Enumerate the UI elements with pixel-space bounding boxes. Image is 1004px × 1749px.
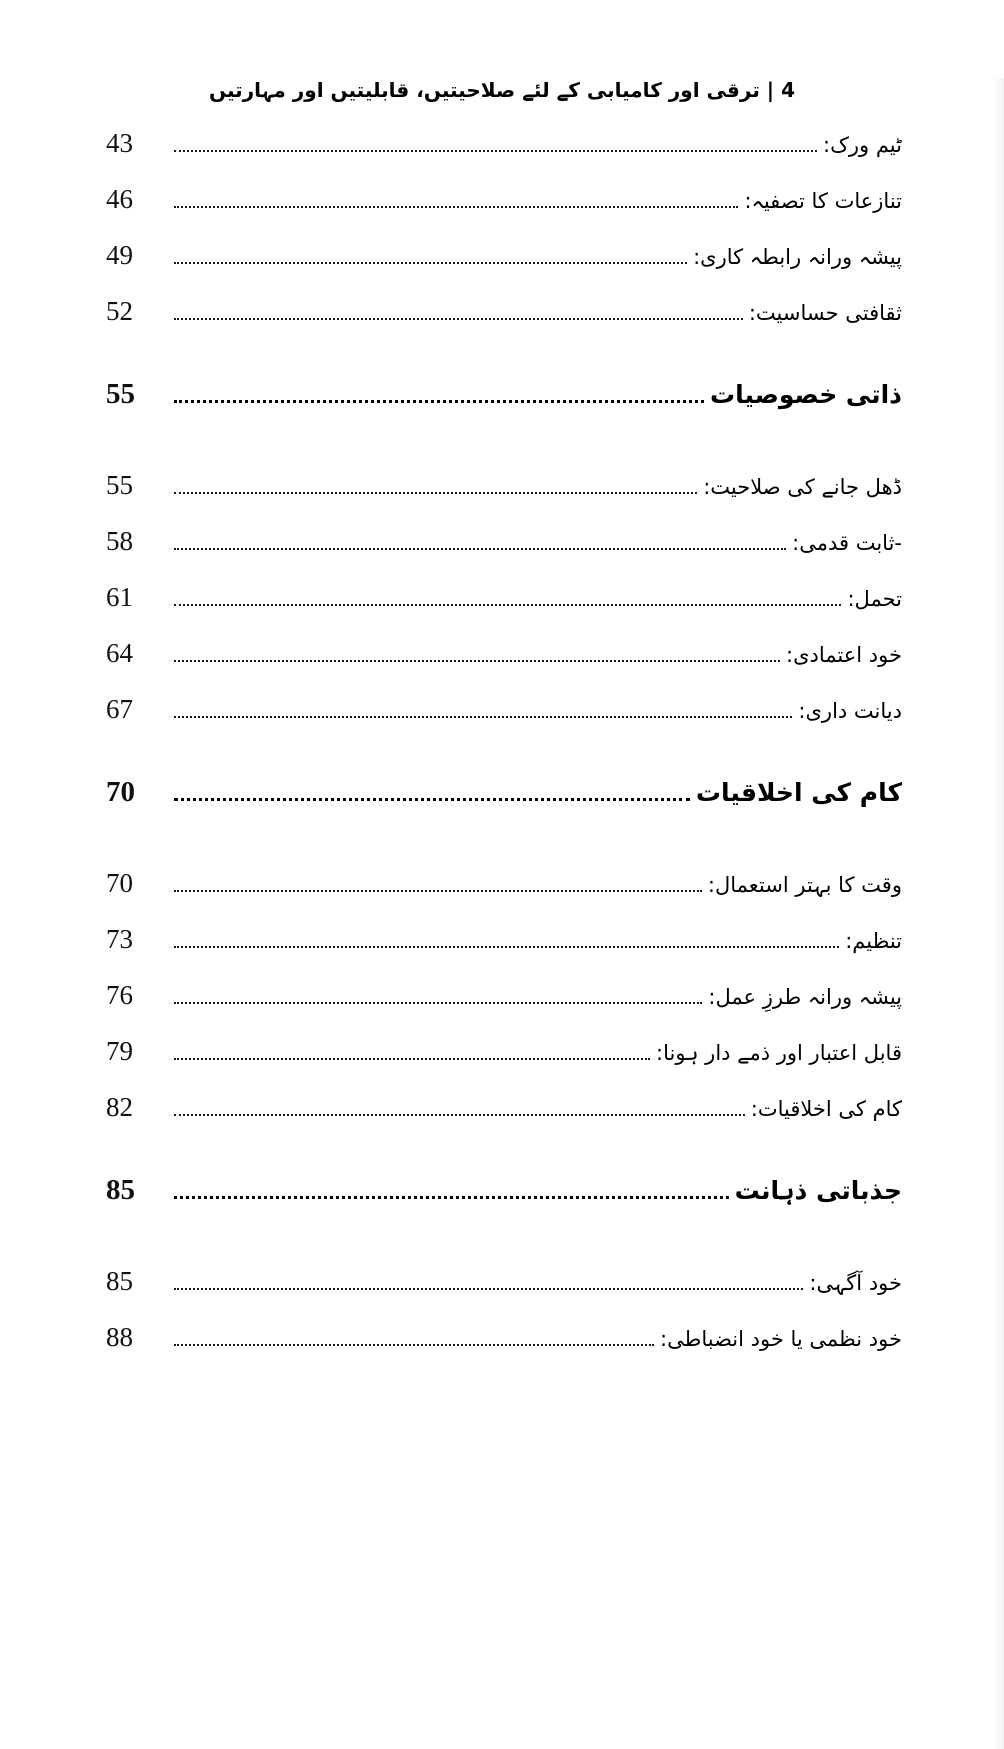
toc-entry-title: پیشہ ورانہ رابطہ کاری: [693,245,902,269]
toc-leader-dots [174,1114,745,1116]
toc-leader-dots [174,890,702,892]
section-spacer [102,1148,902,1174]
toc-entry[interactable] [102,296,902,352]
toc-page-number: 55 [106,470,133,500]
toc-entry-title: خود اعتمادی: [786,643,902,667]
toc-entry[interactable] [102,470,902,526]
toc-page-number: 52 [106,296,133,326]
toc-page-number: 73 [106,924,133,954]
toc-entry-title: ثقافتی حساسیت: [748,301,902,325]
toc-entry-title: تنظیم: [845,929,902,953]
page-header: 4 | ترقی اور کامیابی کے لئے صلاحیتیں، قابلیتیں اور مہارتیں [208,78,795,102]
toc-page-number: 76 [106,980,133,1010]
toc-page-number: 67 [106,694,133,724]
toc-entry-title: تحمل: [847,587,902,611]
toc-entry[interactable] [102,924,902,980]
toc-leader-dots [174,660,780,662]
toc-page-number: 88 [106,1322,133,1352]
toc-entry-title: تنازعات کا تصفیہ: [744,189,902,213]
toc-page-number: 85 [106,1266,133,1296]
toc-leader-dots [174,206,738,208]
toc-entry-title: دیانت داری: [798,699,902,723]
toc-page-number: 85 [106,1174,135,1206]
toc-page-number: 79 [106,1036,133,1066]
toc-entry[interactable] [102,638,902,694]
toc-page-number: 82 [106,1092,133,1122]
toc-leader-dots [174,946,839,948]
toc-entry-title: خود آگہی: [809,1271,902,1295]
toc-section-title: جذباتی ذہانت [734,1176,902,1205]
toc-entry[interactable] [102,184,902,240]
toc-entry[interactable] [102,1036,902,1092]
toc-leader-dots [174,1058,650,1060]
toc-entry[interactable] [102,526,902,582]
toc-section-title: ذاتی خصوصیات [710,380,902,409]
toc-entry[interactable] [102,980,902,1036]
toc-page-number: 46 [106,184,133,214]
section-spacer [102,352,902,378]
toc-page-number: 43 [106,128,133,158]
page-edge-shadow [994,78,1004,1749]
toc-leader-dots [174,1288,803,1290]
table-of-contents [102,128,902,1378]
toc-page-number: 70 [106,776,135,808]
toc-leader-dots [174,798,690,801]
toc-entry[interactable] [102,694,902,750]
toc-leader-dots [174,1002,702,1004]
toc-entry[interactable] [102,868,902,924]
section-spacer [102,1252,902,1266]
toc-leader-dots [174,604,841,606]
toc-entry[interactable] [102,1266,902,1322]
toc-leader-dots [174,150,817,152]
toc-leader-dots [174,318,743,320]
toc-leader-dots [174,1344,654,1346]
toc-leader-dots [174,1196,729,1199]
toc-entry-title: ڈھل جانے کی صلاحیت: [703,475,902,499]
toc-entry-title: کام کی اخلاقیات: [750,1097,902,1121]
toc-entry-title: قابل اعتبار اور ذمے دار ہونا: [656,1041,902,1065]
toc-page-number: 55 [106,378,135,410]
section-spacer [102,854,902,868]
section-spacer [102,456,902,470]
toc-entry-title: ٹیم ورک: [823,133,902,157]
toc-page-number: 58 [106,526,133,556]
section-spacer [102,750,902,776]
toc-section-title: کام کی اخلاقیات [695,778,902,807]
document-page [0,78,1004,1749]
toc-leader-dots [174,262,687,264]
toc-entry-title: وقت کا بہتر استعمال: [707,873,902,897]
toc-entry[interactable] [102,582,902,638]
toc-section-entry[interactable] [102,776,902,854]
toc-leader-dots [174,548,786,550]
toc-page-number: 49 [106,240,133,270]
toc-page-number: 61 [106,582,133,612]
toc-entry[interactable] [102,1322,902,1378]
toc-entry[interactable] [102,128,902,184]
toc-leader-dots [174,492,697,494]
toc-page-number: 64 [106,638,133,668]
toc-page-number: 70 [106,868,133,898]
toc-section-entry[interactable] [102,378,902,456]
toc-entry-title: پیشہ ورانہ طرزِ عمل: [708,985,902,1009]
toc-entry[interactable] [102,240,902,296]
toc-entry[interactable] [102,1092,902,1148]
toc-leader-dots [174,716,792,718]
toc-entry-title: خود نظمی یا خود انضباطی: [660,1327,902,1351]
toc-leader-dots [174,400,704,403]
toc-section-entry[interactable] [102,1174,902,1252]
toc-entry-title: -ثابت قدمی: [792,531,902,555]
